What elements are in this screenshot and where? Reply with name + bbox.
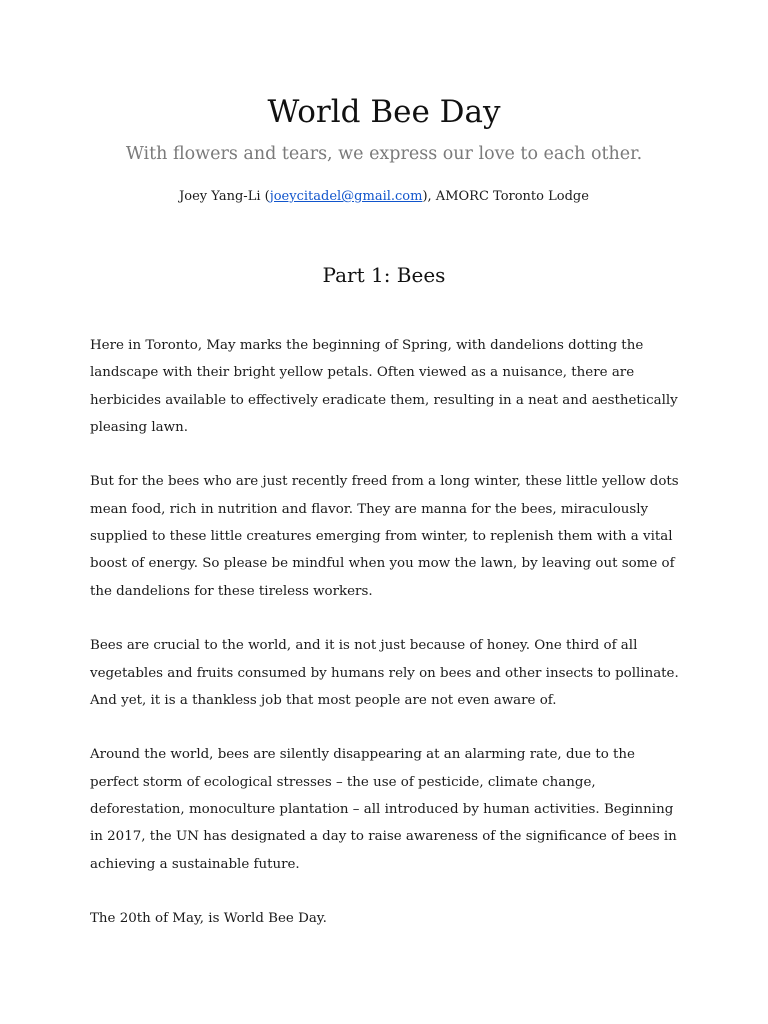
author-email-link[interactable]: joeycitadel@gmail.com (269, 189, 423, 204)
paragraph-4: Around the world, bees are silently disappearing at an alarming rate, due to the perfect storm of ecological stresses – the use of pesticide, climate change, deforestation, monoculture plantation – all introduced by human activities. Beginning in 2017, the UN has designated a day to raise awareness of the significance of bees in achieving a sustainable future. (90, 747, 677, 872)
byline (0, 186, 768, 208)
paragraph-2: But for the bees who are just recently freed from a long winter, these little yellow dots mean food, rich in nutrition and flavor. They are manna for the bees, miraculously supplied to these little creatures emerging from winter, to replenish them with a vital boost of energy. So please be mindful when you mow the lawn, by leaving out some of the dandelions for these tireless workers. (90, 474, 679, 599)
byline-affiliation: ), AMORC Toronto Lodge (422, 189, 589, 204)
document-subtitle: With flowers and tears, we express our love to each other. (125, 144, 643, 164)
paragraph-3: Bees are crucial to the world, and it is not just because of honey. One third of all vegetables and fruits consumed by humans rely on bees and other insects to pollinate. And yet, it is a thankless job that most people are not even aware of. (90, 638, 679, 708)
document-body (90, 332, 682, 960)
section-heading: Part 1: Bees (322, 263, 446, 287)
paragraph-1: Here in Toronto, May marks the beginning of Spring, with dandelions dotting the landscape with their bright yellow petals. Often viewed as a nuisance, there are herbicides available to effectively eradicate them, resulting in a neat and aesthetically pleasing lawn. (90, 338, 678, 435)
paragraph-5: The 20th of May, is World Bee Day. (90, 911, 327, 927)
document-title: World Bee Day (267, 94, 501, 130)
byline-author: Joey Yang-Li ( (179, 189, 270, 204)
